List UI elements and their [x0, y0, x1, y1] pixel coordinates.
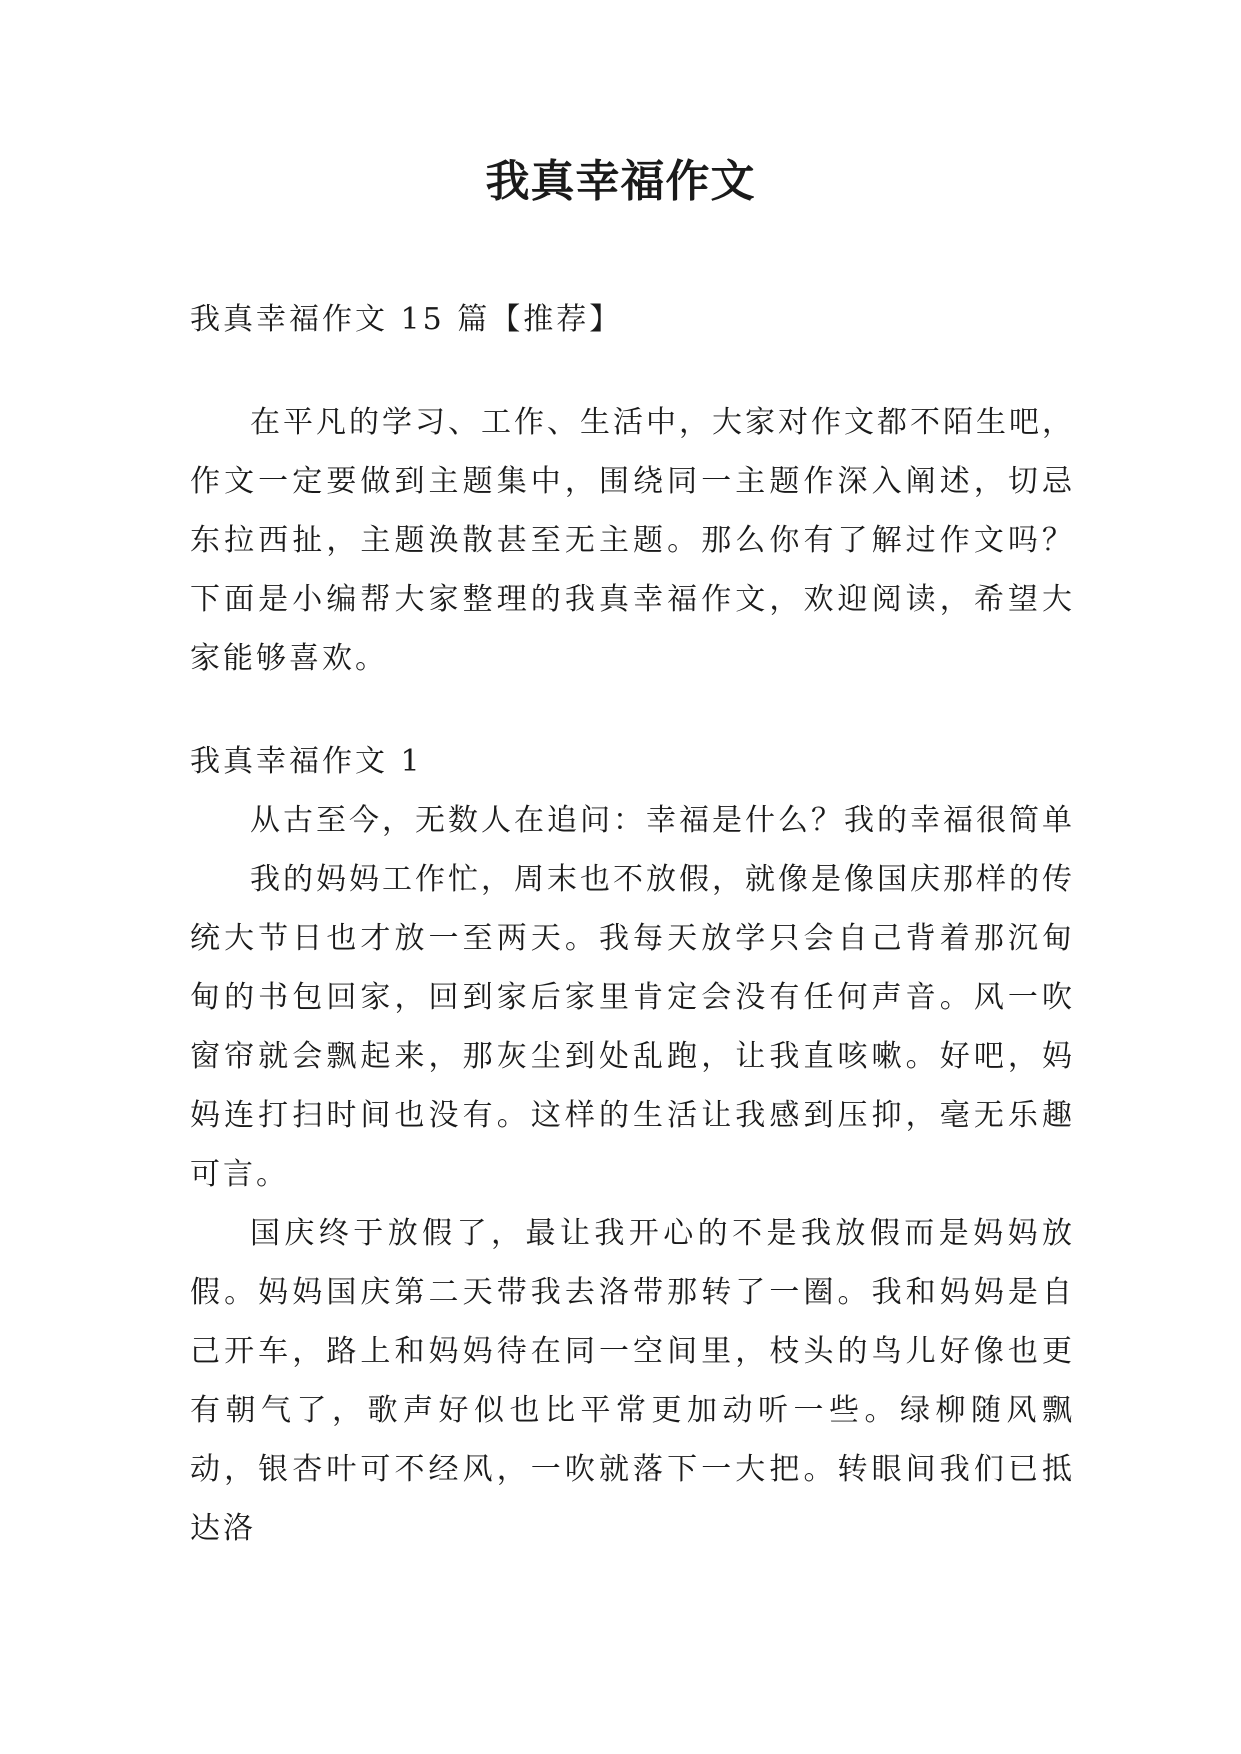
body-paragraph: 我的妈妈工作忙，周末也不放假，就像是像国庆那样的传统大节日也才放一至两天。我每天放学只会自己背着那沉甸甸的书包回家，回到家后家里肯定会没有任何声音。风一吹窗帘就会飘起来，那灰尘到处乱跑，让我直咳嗽。好吧，妈妈连打扫时间也没有。这样的生活让我感到压抑，毫无乐趣可言。	[190, 862, 1075, 1192]
document-subtitle: 我真幸福作文 15 篇【推荐】	[190, 302, 623, 337]
body-paragraph: 国庆终于放假了，最让我开心的不是我放假而是妈妈放假。妈妈国庆第二天带我去洛带那转了一圈。我和妈妈是自己开车，路上和妈妈待在同一空间里，枝头的鸟儿好像也更有朝气了，歌声好似也比平常更加动听一些。绿柳随风飘动，银杏叶可不经风，一吹就落下一大把。转眼间我们已抵达洛	[190, 1216, 1075, 1546]
intro-paragraph: 在平凡的学习、工作、生活中，大家对作文都不陌生吧，作文一定要做到主题集中，围绕同一主题作深入阐述，切忌东拉西扯，主题涣散甚至无主题。那么你有了解过作文吗？下面是小编帮大家整理的我真幸福作文，欢迎阅读，希望大家能够喜欢。	[190, 405, 1075, 676]
section-heading: 我真幸福作文 1	[190, 744, 423, 779]
document-title: 我真幸福作文	[485, 156, 756, 207]
body-paragraph: 从古至今，无数人在追问：幸福是什么？我的幸福很简单	[250, 803, 1075, 838]
document-body	[190, 290, 1075, 1558]
